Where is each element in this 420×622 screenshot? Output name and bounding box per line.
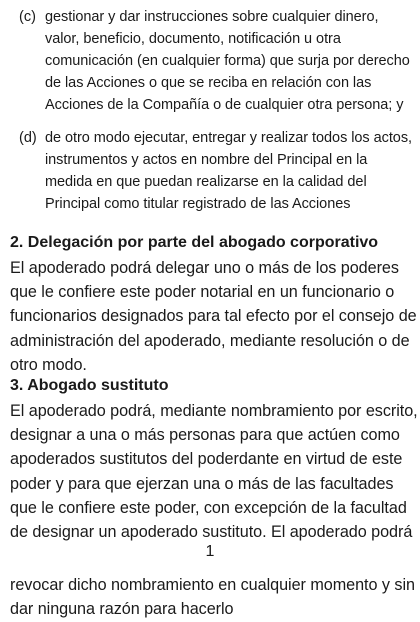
list-item-marker: (d) — [19, 130, 37, 146]
list-item-marker: (c) — [19, 9, 36, 25]
list-item-text: de otro modo ejecutar, entregar y realizar todos los actos, instrumentos y actos en nombre del Principal en la medida en que puedan realizarse en la calidad del Principal como titular registrado de las Acciones — [45, 130, 412, 212]
section-heading-delegation: 2. Delegación por parte del abogado corporativo — [10, 234, 379, 251]
list-item-d — [0, 127, 420, 215]
section-body-substitute: El apoderado podrá, mediante nombramiento por escrito, designar a una o más personas para que actúen como apoderados sustitutos del poderdante en virtud de este poder y para que ejerzan una o más de las facultades que le confiere este poder, con excepción de la facultad de designar un apoderado sustituto. El apoderado podrá — [10, 402, 418, 542]
section-heading-substitute: 3. Abogado sustituto — [10, 377, 169, 394]
list-item-c — [0, 6, 420, 116]
page-number: 1 — [205, 543, 215, 560]
list-item-text: gestionar y dar instrucciones sobre cualquier dinero, valor, beneficio, documento, notificación u otra comunicación (en cualquier forma) que surja por derecho de las Acciones o que se reciba en relación con las Acciones de la Compañía o de cualquier otra persona; y — [45, 9, 410, 113]
section-body-delegation: El apoderado podrá delegar uno o más de los poderes que le confiere este poder notarial en un funcionario o funcionarios designados para tal efecto por el consejo de administración del apoderado, mediante resolución o de otro modo. — [10, 259, 417, 374]
continuation-paragraph: revocar dicho nombramiento en cualquier momento y sin dar ninguna razón para hacerlo — [10, 576, 415, 619]
